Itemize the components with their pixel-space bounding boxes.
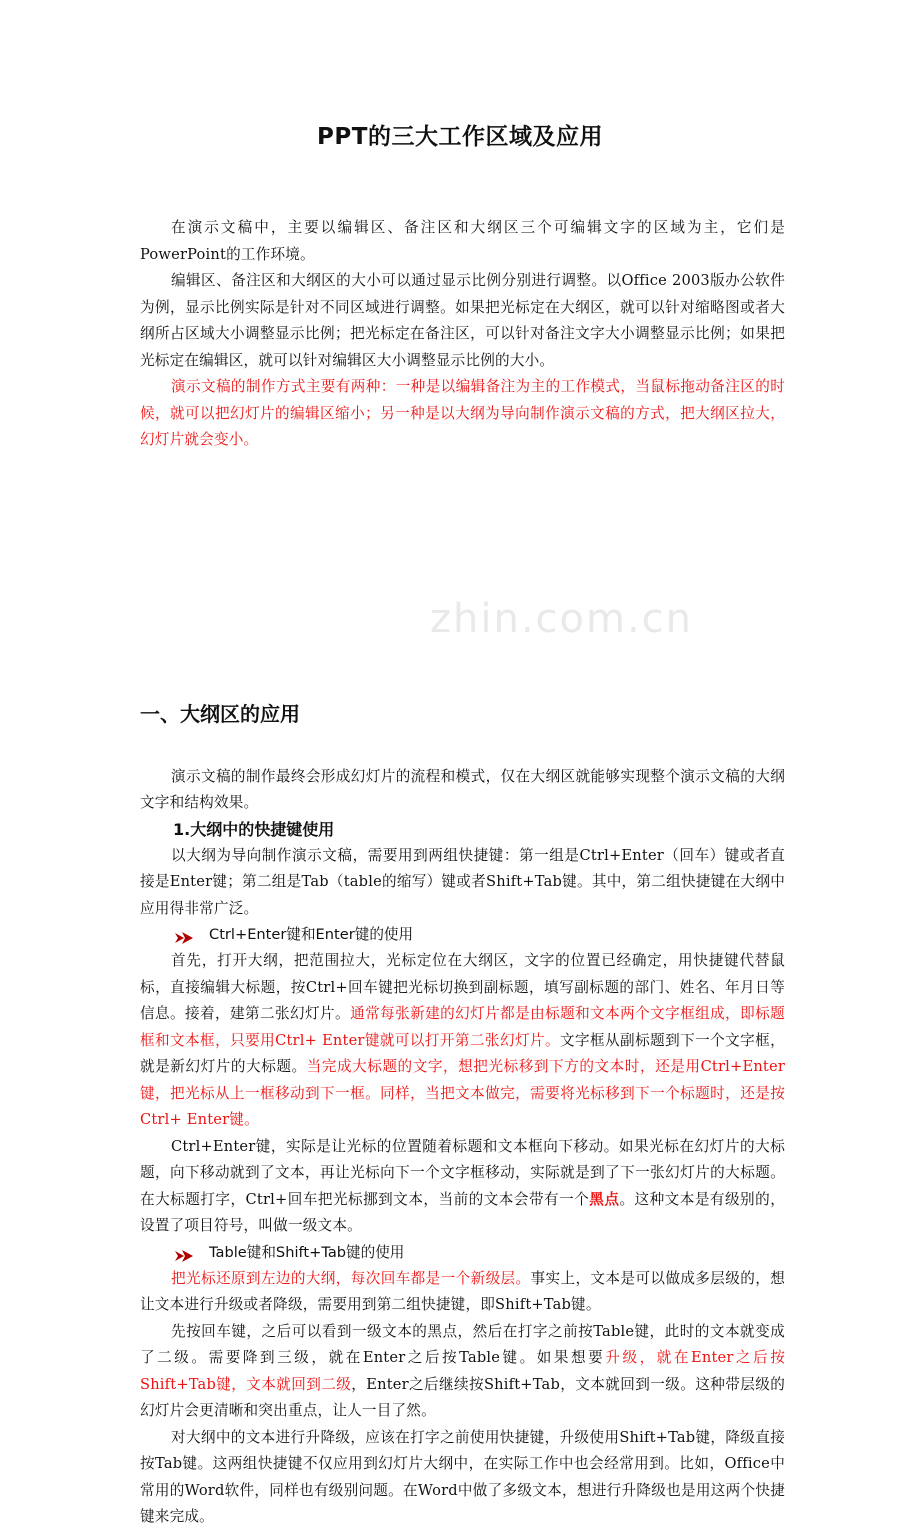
text-run: 先按回车键，之后可以看到一级文本的黑点，然后在打字之前按Table键，此时的文本就变成了二级。需要降到三级，就在Enter之后按Table键。如果想要: [140, 1322, 785, 1366]
text-run: ，Enter之后继续按Shift+Tab，文本就回到一级。这种带层级的幻灯片会更清晰和突出重点，让人一目了然。: [140, 1375, 786, 1419]
text-run: 文字框从副标题到下一个文字框，就是新幻灯片的大标题。: [140, 1031, 785, 1075]
section-body: [140, 764, 785, 1531]
document-title: PPT的三大工作区域及应用: [317, 124, 603, 150]
intro-block: [140, 215, 785, 454]
section-paragraph-1: 演示文稿的制作最终会形成幻灯片的流程和模式，仅在大纲区就能够实现整个演示文稿的大纲文字和结构效果。: [140, 767, 785, 811]
section-heading: 一、大纲区的应用: [140, 701, 300, 726]
highlight-run: 通常每张新建的幻灯片都是由标题和文本两个文字框组成，即标题框和文本框，只要用Ctrl+ Enter键就可以打开第二张幻灯片。: [140, 1005, 785, 1049]
watermark: zhin.com.cn: [430, 596, 694, 642]
intro-paragraph-3: 演示文稿的制作方式主要有两种：一种是以编辑备注为主的工作模式，当鼠标拖动备注区的时候，就可以把幻灯片的编辑区缩小；另一种是以大纲为导向制作演示文稿的方式，把大纲区拉大，幻灯片就会变小。: [140, 378, 785, 448]
highlight-run: 当完成大标题的文字，想把光标移到下方的文本时，还是用Ctrl+Enter键，把光标从上一框移动到下一框。同样，当把文本做完，需要将光标移到下一个标题时，还是按Ctrl+ Enter键。: [140, 1058, 785, 1128]
bullet-heading-ctrl-enter: [140, 922, 785, 948]
section-paragraph-7: 对大纲中的文本进行升降级，应该在打字之前使用快捷键，升级使用Shift+Tab键，降级直接按Tab键。这两组快捷键不仅应用到幻灯片大纲中，在实际工作中也会经常用到。比如，Office中常用的Word软件，同样也有级别问题。在Word中做了多级文本，想进行升降级也是用这两个快捷键来完成。: [140, 1428, 785, 1525]
section-paragraph-2: 以大纲为导向制作演示文稿，需要用到两组快捷键：第一组是Ctrl+Enter（回车）键或者直接是Enter键；第二组是Tab（table的缩写）键或者Shift+Tab键。其中，第二组快捷键在大纲中应用得非常广泛。: [140, 846, 785, 917]
section-paragraph-4: [140, 1134, 785, 1240]
highlight-run: 升级，就在Enter之后按Shift+Tab键，文本就回到二级: [140, 1349, 785, 1393]
intro-paragraph-2: 编辑区、备注区和大纲区的大小可以通过显示比例分别进行调整。以Office 2003版办公软件为例，显示比例实际是针对不同区域进行调整。如果把光标定在大纲区，就可以针对缩略图或者大纲所占区域大小调整显示比例；把光标定在备注区，可以针对备注文字大小调整显示比例；如果把光标定在编辑区，就可以针对编辑区大小调整显示比例的大小。: [140, 272, 785, 369]
section-paragraph-5: [140, 1266, 785, 1319]
bullet-heading-tab: [140, 1240, 785, 1266]
highlight-run: 把光标还原到左边的大纲，每次回车都是一个新级层。: [171, 1269, 531, 1287]
text-run: Ctrl+Enter键，实际是让光标的位置随着标题和文本框向下移动。如果光标在幻灯片的大标题，向下移动就到了文本，再让光标向下一个文字框移动，实际就是到了下一张幻灯片的大标题。在大标题打字，Ctrl+回车把光标挪到文本，当前的文本会带有一个: [140, 1137, 785, 1208]
subheading-shortcuts: 1.大纲中的快捷键使用: [173, 819, 335, 839]
section-paragraph-6: [140, 1319, 785, 1425]
text-run: 事实上，文本是可以做成多层级的，想让文本进行升级或者降级，需要用到第二组快捷键，即Shift+Tab键。: [140, 1269, 785, 1313]
highlight-run: 黑点: [589, 1190, 620, 1208]
intro-paragraph-1: 在演示文稿中，主要以编辑区、备注区和大纲区三个可编辑文字的区域为主，它们是PowerPoint的工作环境。: [140, 219, 785, 263]
bullet-heading-label: Table键和Shift+Tab键的使用: [209, 1243, 405, 1261]
section-paragraph-3: [140, 948, 785, 1134]
bullet-heading-label: Ctrl+Enter键和Enter键的使用: [209, 926, 414, 943]
diamond-arrow-bullet-icon: [173, 928, 195, 942]
text-run: 。这种文本是有级别的，设置了项目符号，叫做一级文本。: [140, 1190, 786, 1234]
text-run: 首先，打开大纲，把范围拉大，光标定位在大纲区，文字的位置已经确定，用快捷键代替鼠标，直接编辑大标题，按Ctrl+回车键把光标切换到副标题，填写副标题的部门、姓名、年月日等信息。接着，建第二张幻灯片。: [140, 952, 785, 1022]
diamond-arrow-bullet-icon: [173, 1246, 195, 1260]
